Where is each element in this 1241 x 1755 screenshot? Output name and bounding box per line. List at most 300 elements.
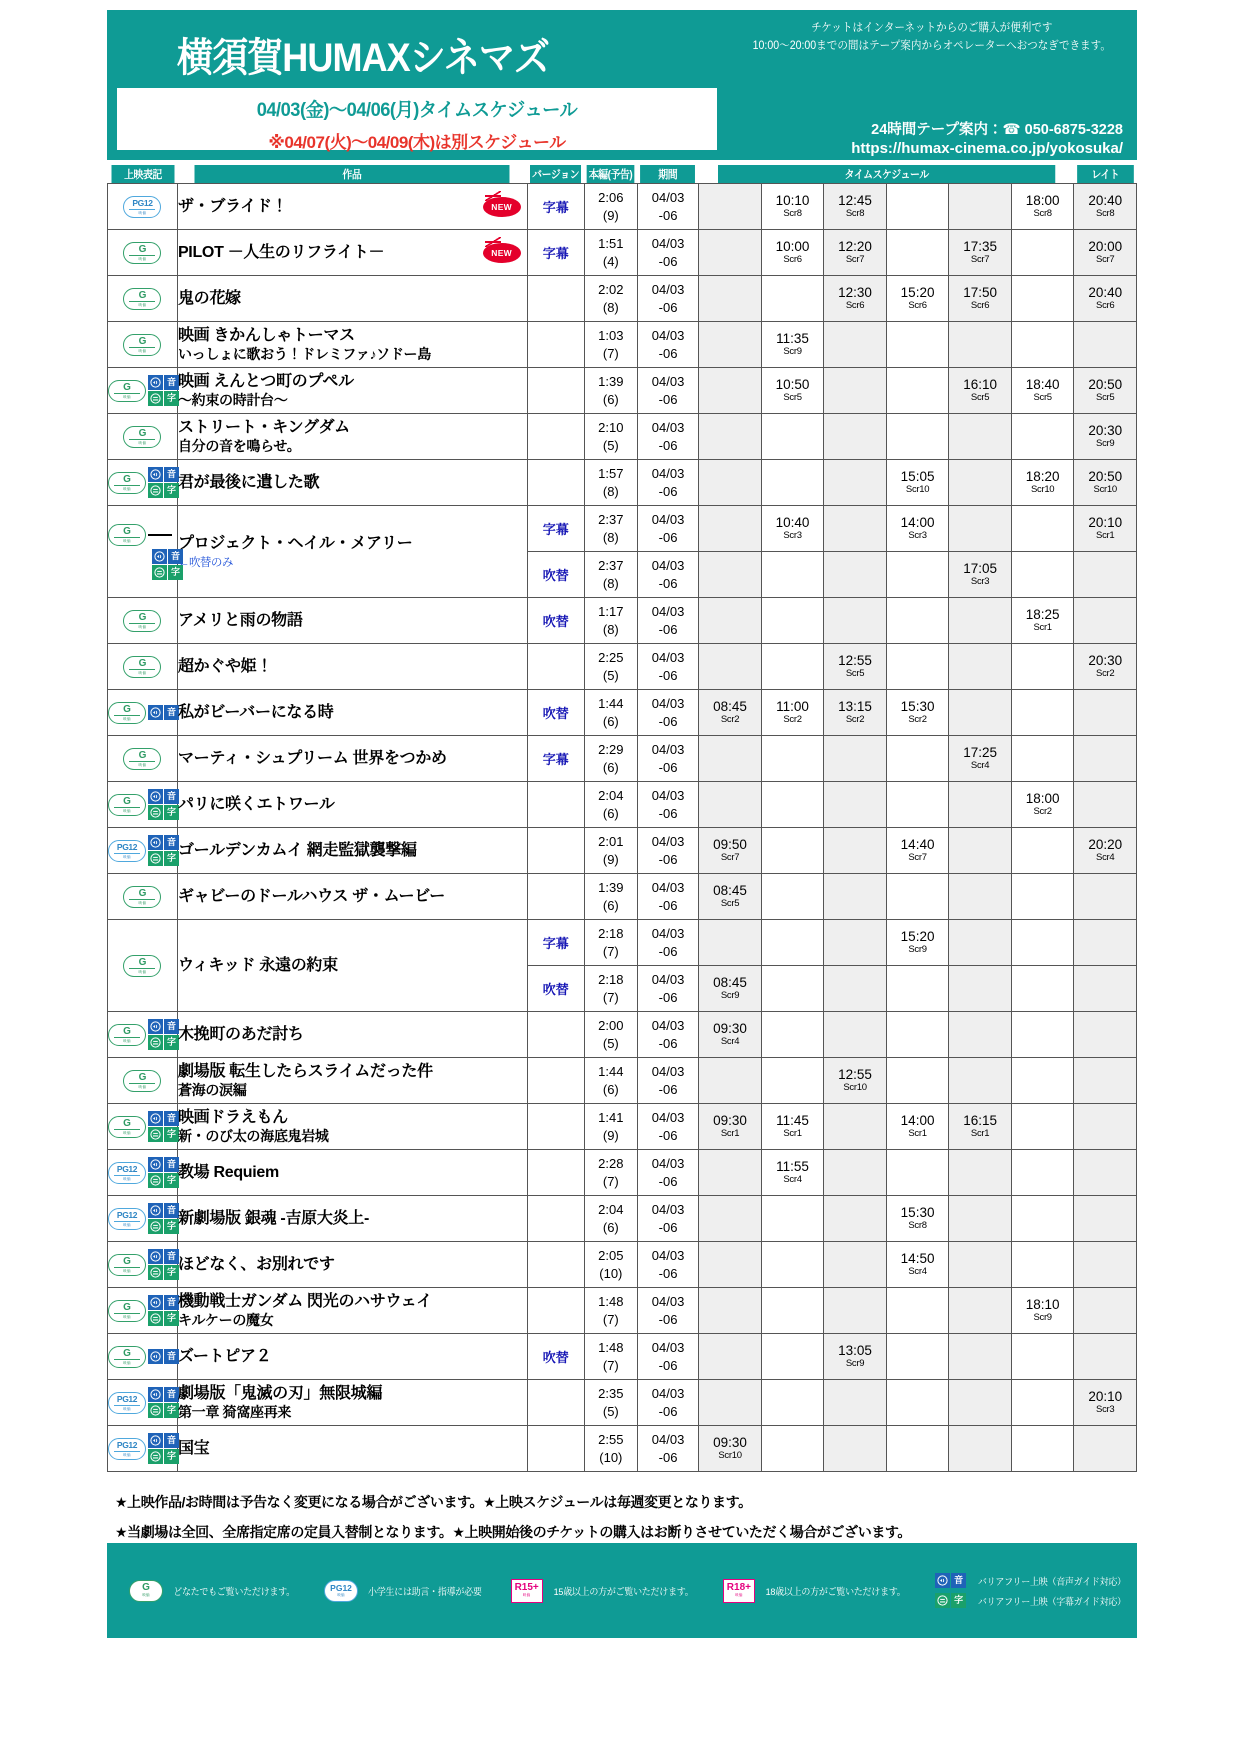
showtime-cell[interactable] <box>699 1426 762 1472</box>
table-row <box>108 276 1137 322</box>
runtime-cell: 2:37 (8) <box>584 506 637 552</box>
audio-guide-kanji-icon: 音 <box>164 1295 179 1310</box>
showtime-cell <box>1074 552 1137 598</box>
screen-number: Scr2 <box>908 713 927 725</box>
table-row <box>108 1334 1137 1380</box>
showtime-cell[interactable] <box>1074 506 1137 552</box>
showtime-cell[interactable] <box>886 690 949 736</box>
showtime-cell[interactable] <box>761 506 824 552</box>
title-cell <box>177 644 527 690</box>
showtime-cell[interactable] <box>699 828 762 874</box>
showtime-cell[interactable] <box>949 552 1012 598</box>
rating-badge-g-icon <box>108 702 146 724</box>
showtime-cell <box>886 782 949 828</box>
showtime-value: 12:55 <box>838 1067 872 1083</box>
version-cell: 字幕 <box>527 736 584 782</box>
showtime-cell <box>886 552 949 598</box>
rating-accessibility-group <box>123 1070 161 1092</box>
notice-line-1: チケットはインターネットからのご購入が便利です <box>811 22 1053 34</box>
rating-cell <box>108 598 178 644</box>
rating-badge-label: G <box>123 1301 131 1313</box>
rating-badge-sub: 映倫 <box>114 1129 140 1136</box>
runtime-cell: 1:39 (6) <box>584 874 637 920</box>
showtime-value: 20:30 <box>1088 653 1123 669</box>
showtime-value: 20:40 <box>1088 193 1123 209</box>
movie-title-block <box>178 1209 369 1229</box>
screen-number: Scr8 <box>845 207 865 219</box>
accessibility-icons <box>148 835 179 866</box>
legend-accessibility-item <box>935 1593 1130 1608</box>
showtime-cell[interactable] <box>1074 644 1137 690</box>
rating-badge-pg12-icon <box>108 1162 146 1184</box>
legend-accessibility-group <box>935 1573 1130 1608</box>
rating-badge-pg12-icon <box>108 1208 146 1230</box>
showtime-cell[interactable] <box>886 460 949 506</box>
screen-number: Scr7 <box>908 851 927 863</box>
showtime-value: 10:00 <box>775 239 810 255</box>
showtime-cell[interactable] <box>824 690 887 736</box>
period-cell: 04/03 -06 <box>637 920 698 966</box>
showtime-value: 09:30 <box>713 1435 747 1451</box>
showtime-cell[interactable] <box>824 1334 887 1380</box>
period-cell: 04/03 -06 <box>637 1242 698 1288</box>
rating-badge-label: PG12 <box>116 1163 138 1174</box>
showtime-cell <box>761 1426 824 1472</box>
rating-badge-sub: 映倫 <box>114 807 140 814</box>
rating-badge-g-icon <box>108 794 146 816</box>
showtime-cell[interactable] <box>1074 368 1137 414</box>
legend-text: 小学生には助言・指導が必要 <box>368 1586 482 1598</box>
audio-guide-icon <box>148 1157 179 1172</box>
showtime-cell[interactable] <box>824 276 887 322</box>
rating-accessibility-group <box>108 1157 179 1188</box>
screen-number: Scr10 <box>1030 483 1055 495</box>
movie-title: 私がビーバーになる時 <box>177 703 334 721</box>
version-cell: 字幕 <box>527 920 584 966</box>
connector-line <box>148 534 172 536</box>
title-cell <box>177 506 527 598</box>
period-cell: 04/03 -06 <box>637 506 698 552</box>
showtime-cell <box>1011 920 1074 966</box>
runtime-cell: 1:51 (4) <box>584 230 637 276</box>
audio-guide-symbol-icon <box>148 1433 163 1448</box>
rating-badge-label: G <box>123 1025 131 1037</box>
screen-number: Scr8 <box>1096 207 1115 219</box>
showtime-cell <box>1011 644 1074 690</box>
showtime-cell <box>886 230 949 276</box>
showtime-cell <box>949 1058 1012 1104</box>
showtime-cell[interactable] <box>1074 1380 1137 1426</box>
showtime-cell[interactable] <box>1011 1288 1074 1334</box>
runtime-cell: 1:44 (6) <box>584 690 637 736</box>
period-cell: 04/03 -06 <box>637 782 698 828</box>
showtime-cell[interactable] <box>1011 782 1074 828</box>
table-body <box>108 184 1137 1472</box>
showtime-cell <box>949 598 1012 644</box>
showtime-cell <box>1011 828 1074 874</box>
accessibility-icons <box>148 1295 179 1326</box>
rating-cell <box>108 322 178 368</box>
period-cell: 04/03 -06 <box>637 690 698 736</box>
title-cell <box>177 1426 527 1472</box>
screen-number: Scr2 <box>783 713 802 725</box>
audio-guide-icon <box>148 1111 179 1126</box>
showtime-cell[interactable] <box>699 1104 762 1150</box>
showtime-cell <box>699 598 762 644</box>
showtime-cell <box>949 966 1012 1012</box>
period-cell: 04/03 -06 <box>637 828 698 874</box>
audio-guide-icon <box>935 1573 966 1588</box>
rating-badge-pg12-icon <box>123 196 161 218</box>
subtitle-guide-kanji-icon: 字 <box>164 1311 179 1326</box>
showtime-value: 14:00 <box>900 1113 935 1129</box>
showtime-cell[interactable] <box>761 1150 824 1196</box>
showtime-value: 20:50 <box>1088 377 1123 393</box>
movie-title: 劇場版「鬼滅の刃」無限城編 <box>177 1384 383 1402</box>
showtime-cell[interactable] <box>1074 276 1137 322</box>
subtitle-guide-icon <box>148 1219 179 1234</box>
showtime-cell[interactable] <box>886 828 949 874</box>
showtime-cell[interactable] <box>886 276 949 322</box>
audio-guide-symbol-icon <box>148 467 163 482</box>
rating-badge-sub: 映倫 <box>114 1037 140 1044</box>
showtime-cell <box>699 460 762 506</box>
rating-accessibility-group <box>123 656 161 678</box>
showtime-cell[interactable] <box>1074 184 1137 230</box>
showtime-cell[interactable] <box>949 1104 1012 1150</box>
showtime-cell <box>949 828 1012 874</box>
movie-title: ウィキッド 永遠の約束 <box>177 956 338 974</box>
title-cell <box>177 828 527 874</box>
showtime-cell[interactable] <box>761 1104 824 1150</box>
showtime-cell[interactable] <box>1011 598 1074 644</box>
showtime-cell <box>949 506 1012 552</box>
rating-accessibility-group <box>123 426 161 448</box>
table-row <box>108 1426 1137 1472</box>
version-cell: 吹替 <box>527 1334 584 1380</box>
title-cell <box>177 598 527 644</box>
movie-title: ズートピア２ <box>177 1347 272 1365</box>
showtime-cell <box>1011 1196 1074 1242</box>
showtime-cell[interactable] <box>824 644 887 690</box>
rating-badge-g-icon <box>108 1254 146 1276</box>
showtime-cell <box>1011 1242 1074 1288</box>
showtime-cell[interactable] <box>699 874 762 920</box>
showtime-cell[interactable] <box>1011 368 1074 414</box>
showtime-cell[interactable] <box>761 184 824 230</box>
movie-title-block <box>178 1347 271 1367</box>
showtime-cell <box>949 644 1012 690</box>
audio-guide-kanji-icon: 音 <box>164 1387 179 1402</box>
screen-number: Scr6 <box>970 299 990 311</box>
runtime-cell: 1:41 (9) <box>584 1104 637 1150</box>
showtime-value: 10:10 <box>775 193 810 209</box>
showtime-cell <box>699 1380 762 1426</box>
showtime-cell <box>886 1334 949 1380</box>
showtime-cell[interactable] <box>949 230 1012 276</box>
rating-badge-sub: 映倫 <box>114 1405 140 1412</box>
showtime-cell <box>949 322 1012 368</box>
movie-title-block <box>178 749 447 769</box>
showtime-cell <box>761 782 824 828</box>
movie-title: 劇場版 転生したらスライムだった件 <box>177 1062 433 1080</box>
showtime-cell <box>1011 1426 1074 1472</box>
schedule-date-banner <box>117 88 717 150</box>
showtime-cell <box>1074 1012 1137 1058</box>
movie-title-block <box>178 611 303 631</box>
showtime-cell <box>949 1426 1012 1472</box>
title-cell <box>177 920 527 1012</box>
table-row <box>108 1058 1137 1104</box>
runtime-cell: 2:05 (10) <box>584 1242 637 1288</box>
showtime-cell <box>761 828 824 874</box>
runtime-cell: 2:10 (5) <box>584 414 637 460</box>
showtime-value: 10:40 <box>775 515 810 531</box>
table-row <box>108 414 1137 460</box>
showtime-cell[interactable] <box>1074 414 1137 460</box>
showtime-cell <box>824 1012 887 1058</box>
movie-title: 木挽町のあだ討ち <box>177 1025 304 1043</box>
showtime-cell <box>824 828 887 874</box>
showtime-cell <box>1011 1380 1074 1426</box>
showtime-cell <box>824 1242 887 1288</box>
showtime-value: 16:15 <box>963 1113 997 1129</box>
showtime-cell[interactable] <box>886 1242 949 1288</box>
title-cell <box>177 1150 527 1196</box>
screen-number: Scr5 <box>1096 391 1115 403</box>
rating-badge-g-icon <box>123 610 161 632</box>
showtime-cell[interactable] <box>886 1104 949 1150</box>
rating-badge-sub: 映倫 <box>129 255 155 262</box>
showtime-cell <box>761 1380 824 1426</box>
movie-title: 鬼の花嫁 <box>177 289 241 307</box>
rating-cell <box>108 736 178 782</box>
audio-guide-symbol-icon <box>152 549 167 564</box>
audio-guide-symbol-icon <box>148 1295 163 1310</box>
screen-number: Scr5 <box>1033 391 1052 403</box>
subtitle-guide-kanji-icon: 字 <box>164 1219 179 1234</box>
rating-badge-label: G <box>123 473 131 485</box>
movie-title: 新劇場版 銀魂 -吉原大炎上- <box>177 1209 369 1227</box>
rating-badge-sub: 映倫 <box>114 1267 140 1274</box>
subtitle-guide-kanji-icon: 字 <box>168 565 183 580</box>
showtime-cell[interactable] <box>761 322 824 368</box>
audio-guide-kanji-icon: 音 <box>164 1349 179 1364</box>
audio-guide-symbol-icon <box>148 1387 163 1402</box>
audio-guide-symbol-icon <box>148 1111 163 1126</box>
col-header-period: 期間 <box>640 165 695 184</box>
showtime-cell <box>824 598 887 644</box>
rating-badge-g-icon <box>123 426 161 448</box>
rating-badge-g-icon <box>108 524 146 546</box>
showtime-value: 15:20 <box>900 285 935 301</box>
showtime-cell <box>761 552 824 598</box>
screen-number: Scr1 <box>908 1127 927 1139</box>
showtime-cell <box>886 184 949 230</box>
movie-title-block <box>178 1025 304 1045</box>
audio-guide-symbol-icon <box>148 1157 163 1172</box>
showtime-cell <box>1074 322 1137 368</box>
showtime-cell[interactable] <box>886 506 949 552</box>
audio-guide-symbol-icon <box>148 705 163 720</box>
showtime-cell <box>699 414 762 460</box>
showtime-cell <box>949 690 1012 736</box>
showtime-cell[interactable] <box>761 368 824 414</box>
showtime-cell[interactable] <box>949 736 1012 782</box>
showtime-cell[interactable] <box>1074 460 1137 506</box>
legend-badge-label: R15+ <box>514 1582 539 1593</box>
audio-guide-icon <box>148 1203 179 1218</box>
audio-guide-symbol-icon <box>148 835 163 850</box>
movie-title: プロジェクト・ヘイル・メアリー <box>177 534 413 552</box>
movie-title-block <box>178 418 350 456</box>
legend-item <box>723 1579 909 1603</box>
audio-guide-icon <box>148 1387 179 1402</box>
audio-guide-symbol-icon <box>148 1203 163 1218</box>
screen-number: Scr3 <box>970 575 990 587</box>
showtime-cell <box>761 966 824 1012</box>
showtime-cell <box>1011 230 1074 276</box>
showtime-cell <box>824 506 887 552</box>
movie-title-block <box>178 473 319 493</box>
audio-guide-kanji-icon: 音 <box>164 1111 179 1126</box>
audio-guide-kanji-icon: 音 <box>164 789 179 804</box>
rating-cell <box>108 1058 178 1104</box>
legend-badge-r15plus-icon <box>511 1579 543 1603</box>
runtime-cell: 2:29 (6) <box>584 736 637 782</box>
rating-accessibility-group <box>123 610 161 632</box>
rating-badge-label: G <box>123 795 131 807</box>
period-cell: 04/03 -06 <box>637 1058 698 1104</box>
period-cell: 04/03 -06 <box>637 414 698 460</box>
period-cell: 04/03 -06 <box>637 1104 698 1150</box>
showtime-cell <box>761 644 824 690</box>
website-url[interactable]: https://humax-cinema.co.jp/yokosuka/ <box>851 140 1123 157</box>
rating-badge-label: G <box>138 243 147 255</box>
showtime-cell[interactable] <box>699 966 762 1012</box>
rating-cell <box>108 920 178 1012</box>
showtime-cell <box>699 1150 762 1196</box>
movie-subtitle: 新・のび太の海底鬼岩城 <box>177 1127 329 1144</box>
showtime-cell <box>824 552 887 598</box>
screen-number: Scr10 <box>843 1081 867 1093</box>
rating-badge-label: G <box>123 1347 131 1359</box>
subtitle-guide-symbol-icon <box>148 1265 163 1280</box>
movie-title: パリに咲くエトワール <box>177 795 335 813</box>
rating-cell <box>108 1334 178 1380</box>
col-header-version: バージョン <box>530 165 581 184</box>
showtime-cell <box>1074 874 1137 920</box>
showtime-cell[interactable] <box>949 276 1012 322</box>
rating-badge-g-icon <box>108 1024 146 1046</box>
rating-cell <box>108 460 178 506</box>
showtime-cell <box>824 920 887 966</box>
showtime-cell <box>949 1196 1012 1242</box>
showtime-cell[interactable] <box>1011 460 1074 506</box>
rating-badge-pg12-icon <box>108 1438 146 1460</box>
showtime-value: 11:55 <box>776 1159 809 1175</box>
showtime-cell[interactable] <box>886 920 949 966</box>
showtime-cell[interactable] <box>886 1196 949 1242</box>
screen-number: Scr4 <box>720 1035 740 1047</box>
accessibility-icons <box>148 1203 179 1234</box>
rating-badge-label: G <box>138 335 147 347</box>
showtime-cell <box>886 1380 949 1426</box>
runtime-cell: 2:35 (5) <box>584 1380 637 1426</box>
showtime-cell[interactable] <box>1074 828 1137 874</box>
version-cell <box>527 1150 584 1196</box>
rating-badge-sub: 映倫 <box>114 537 140 544</box>
showtime-cell[interactable] <box>824 1058 887 1104</box>
showtime-cell[interactable] <box>1074 230 1137 276</box>
title-cell <box>177 184 527 230</box>
runtime-cell: 2:06 (9) <box>584 184 637 230</box>
table-row <box>108 460 1137 506</box>
subtitle-guide-icon <box>148 1311 179 1326</box>
showtime-value: 20:10 <box>1088 515 1123 531</box>
audio-guide-icon <box>148 1019 179 1034</box>
screen-number: Scr3 <box>783 529 802 541</box>
showtime-cell <box>886 368 949 414</box>
rating-badge-pg12-icon <box>108 1392 146 1414</box>
rating-badge-sub: 映倫 <box>129 968 155 975</box>
subtitle-guide-icon <box>148 1265 179 1280</box>
showtime-cell[interactable] <box>1011 184 1074 230</box>
title-cell <box>177 1288 527 1334</box>
showtime-cell[interactable] <box>949 368 1012 414</box>
showtime-cell <box>761 736 824 782</box>
table-row <box>108 736 1137 782</box>
rating-badge-sub: 映倫 <box>114 1221 140 1228</box>
showtime-cell <box>761 1196 824 1242</box>
showtime-cell[interactable] <box>761 230 824 276</box>
showtime-value: 10:50 <box>775 377 810 393</box>
showtime-cell <box>699 644 762 690</box>
rating-badge-sub: 映倫 <box>129 761 155 768</box>
screen-number: Scr5 <box>970 391 990 403</box>
showtime-cell <box>886 966 949 1012</box>
showtime-cell <box>761 1334 824 1380</box>
version-cell <box>527 1104 584 1150</box>
screen-number: Scr3 <box>1096 1403 1115 1415</box>
screen-number: Scr9 <box>845 1357 865 1369</box>
showtime-cell <box>1011 690 1074 736</box>
showtime-cell[interactable] <box>699 1012 762 1058</box>
screen-number: Scr10 <box>905 483 930 495</box>
showtime-cell <box>949 1288 1012 1334</box>
rating-accessibility-group <box>108 1249 179 1280</box>
legend-text: どなたでもご覧いただけます。 <box>173 1586 295 1598</box>
showtime-value: 15:30 <box>900 699 935 715</box>
showtime-cell <box>886 1288 949 1334</box>
subtitle-guide-symbol-icon <box>148 805 163 820</box>
showtime-cell[interactable] <box>699 690 762 736</box>
showtime-cell[interactable] <box>824 184 887 230</box>
showtime-cell[interactable] <box>761 690 824 736</box>
audio-guide-icon <box>148 375 179 390</box>
showtime-value: 20:30 <box>1088 423 1123 439</box>
screen-number: Scr5 <box>720 897 740 909</box>
subtitle-guide-symbol-icon <box>148 1403 163 1418</box>
title-cell <box>177 1058 527 1104</box>
subtitle-guide-icon <box>148 851 179 866</box>
version-cell <box>527 828 584 874</box>
showtime-cell <box>1011 1150 1074 1196</box>
showtime-value: 14:40 <box>900 837 935 853</box>
showtime-cell[interactable] <box>824 230 887 276</box>
subtitle-guide-icon <box>148 1449 179 1464</box>
movie-title-block <box>178 1163 279 1183</box>
